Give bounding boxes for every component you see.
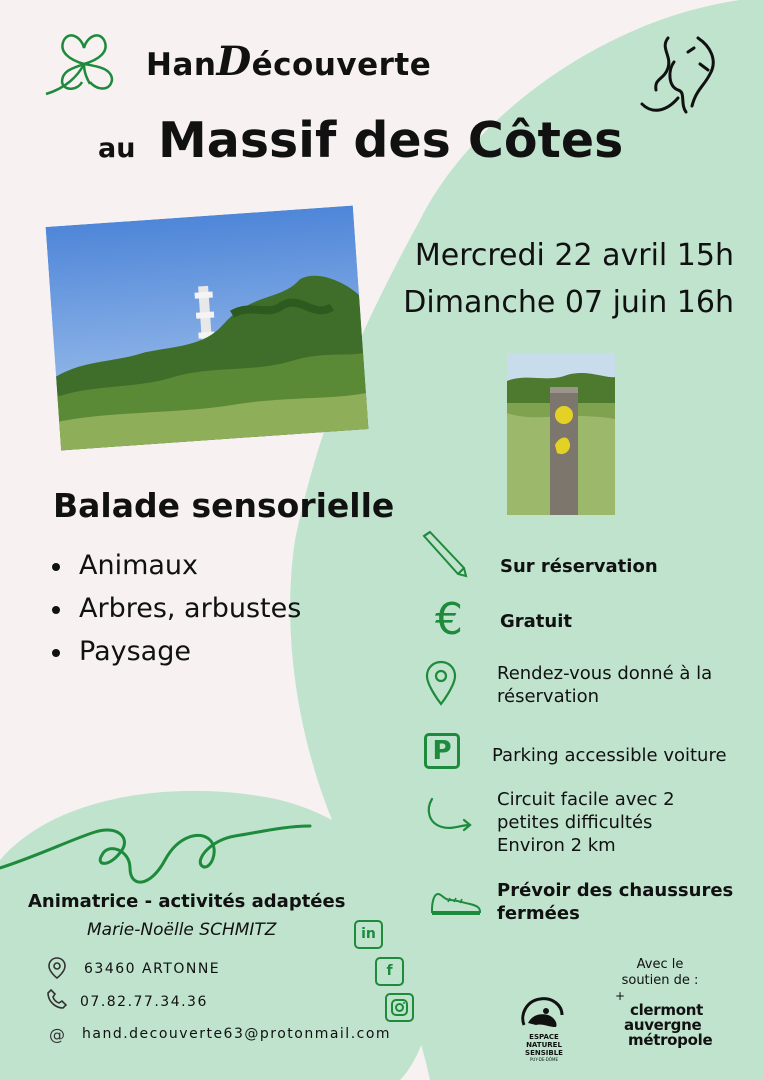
pencil-icon [420,530,468,578]
date-2: Dimanche 07 juin 16h [403,285,734,320]
date-1: Mercredi 22 avril 15h [414,238,734,273]
plus-sign: + [615,989,626,1003]
list-item: Animaux [52,544,301,587]
list-item: Paysage [52,630,301,673]
support-text: Avec le soutien de : [621,957,699,988]
brand-suffix: écouverte [251,47,432,83]
email-icon: @ [49,1025,65,1044]
page-title: Massif des Côtes [158,112,624,169]
clover-logo-icon [40,30,122,98]
price-text: Gratuit [500,611,572,632]
location-pin-icon [425,660,457,706]
contact-address: 63460 ARTONNE [84,961,221,977]
contact-phone[interactable]: 07.82.77.34.36 [80,994,208,1010]
contact-title: Animatrice - activités adaptées [28,891,346,912]
euro-icon: € [435,594,463,645]
clermont-logo: clermont auvergne métropole [624,1001,713,1049]
trail-marker-photo [507,353,615,515]
linkedin-icon[interactable]: in [354,920,383,949]
shoe-icon [430,888,482,918]
contact-name: Marie-Noëlle SCHMITZ [87,920,277,940]
dates-block [403,232,734,326]
location-pin-icon [48,957,66,979]
reservation-text: Sur réservation [500,556,658,577]
brand-initial: D [216,38,252,85]
list-item: Arbres, arbustes [52,587,301,630]
facebook-icon[interactable]: f [375,957,404,986]
brand-prefix: Han [146,47,217,83]
contact-email[interactable]: hand.decouverte63@protonmail.com [82,1026,392,1042]
brand-name [146,38,431,85]
landscape-photo [46,206,369,451]
phone-icon [46,988,68,1010]
otter-icon [518,993,566,1033]
parking-icon: P [424,733,460,769]
ens-logo: ESPACE NATUREL SENSIBLE PUY-DE-DÔME [516,993,586,1059]
route-icon [424,795,474,839]
activity-list [52,544,301,673]
circuit-text: Circuit facile avec 2 petites difficultés Environ 2 km [497,789,675,856]
meeting-text: Rendez-vous donné à la réservation [497,663,713,707]
title-au: au [98,133,136,164]
face-logo-icon [638,34,726,118]
parking-text: Parking accessible voiture [492,745,727,766]
instagram-icon[interactable] [385,993,414,1022]
shoes-text: Prévoir des chaussures fermées [497,880,734,924]
activity-title: Balade sensorielle [53,486,395,525]
